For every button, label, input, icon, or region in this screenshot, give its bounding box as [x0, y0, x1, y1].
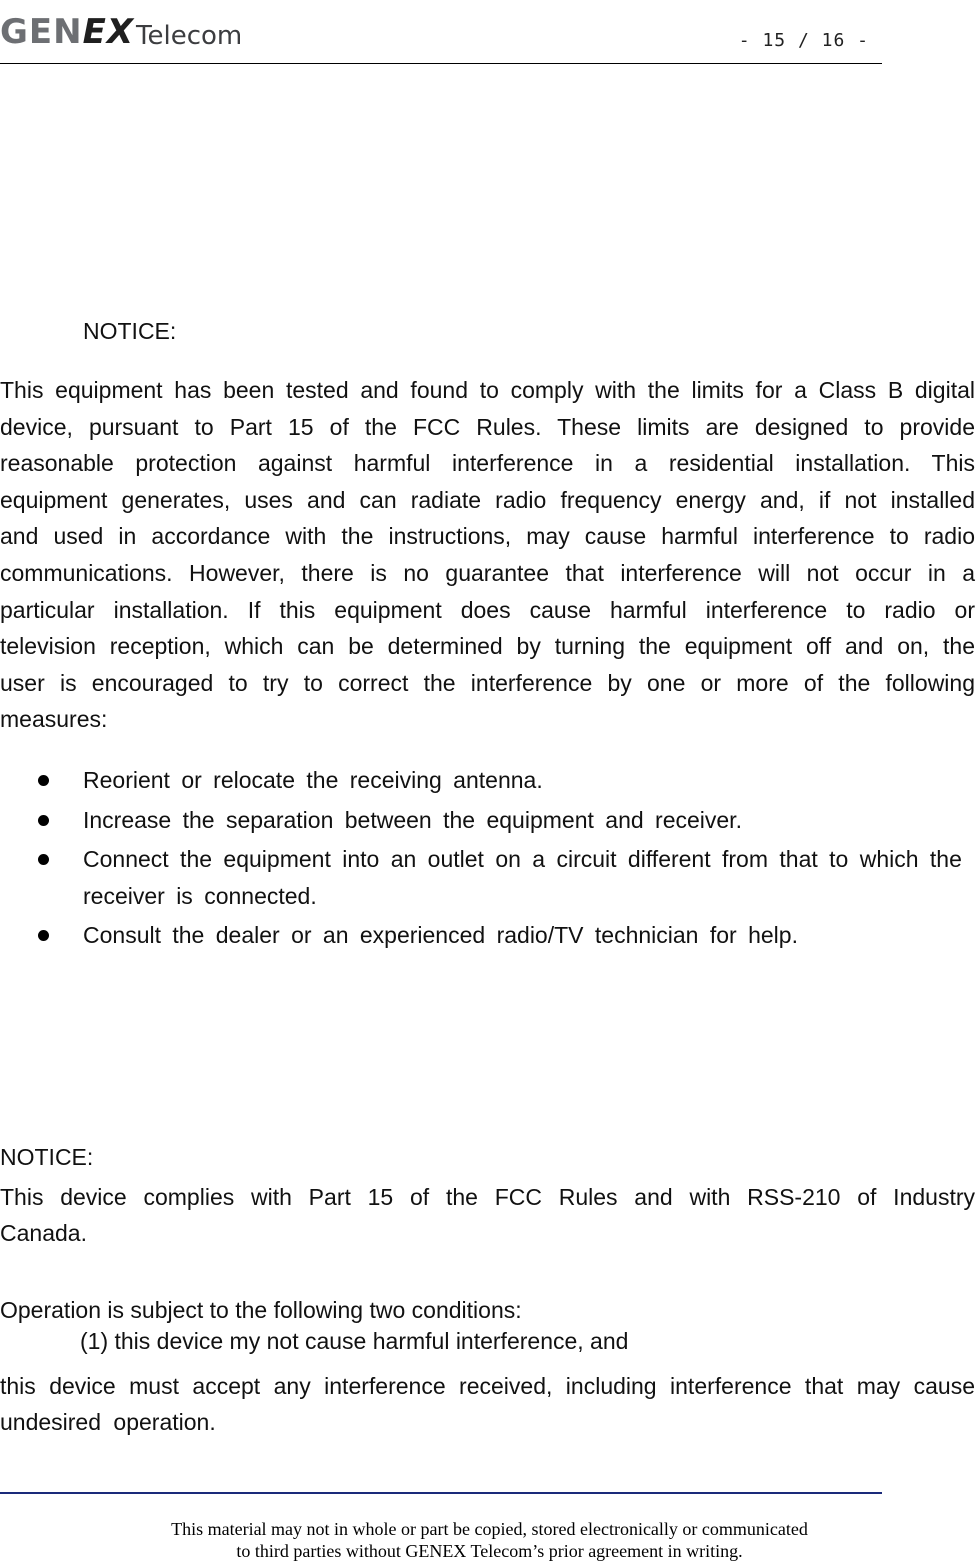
fcc-notice-paragraph: This equipment has been tested and found to comply with the limits for a Class B digital device, pursuant to Part 15 of the FCC Rules. These limits are designed to provide reasonable protection against harmful interference in a residential installation. This equipment generates, uses and can radiate radio frequency energy and, if not installed and used in accordance with the instructions, may cause harmful interference to radio communications. However, there is no guarantee that interference will not occur in a particular installation. If this equipment does cause harmful interference to radio or television reception, which can be determined by turning the equipment off and on, the user is encouraged to try to correct the interference by one or more of the following measures:	[0, 377, 975, 733]
logo-wordmark: Telecom	[136, 21, 243, 51]
header-divider	[0, 63, 882, 64]
footer-line-2: to third parties without GENEX Telecom’s prior agreement in writing.	[236, 1541, 743, 1561]
condition-2: this device must accept any interference received, including interference that may cause undesired operation.	[0, 1373, 975, 1435]
bullet-icon	[38, 930, 49, 941]
measure-text: Connect the equipment into an outlet on a circuit different from that to which the receiver is connected.	[83, 846, 962, 909]
list-item	[38, 762, 975, 799]
condition-1: (1) this device my not cause harmful interference, and	[80, 1328, 629, 1354]
bullet-icon	[38, 815, 49, 826]
measure-text: Reorient or relocate the receiving antenna.	[83, 767, 543, 793]
footer-disclaimer	[0, 1518, 979, 1562]
list-item	[38, 917, 975, 954]
bullet-icon	[38, 854, 49, 865]
measure-text: Increase the separation between the equipment and receiver.	[83, 806, 742, 833]
ic-notice-paragraph: This device complies with Part 15 of the FCC Rules and with RSS-210 of Industry Canada.	[0, 1184, 975, 1246]
list-item	[38, 802, 975, 839]
list-item	[38, 841, 975, 914]
logo-mark-left: GEN	[0, 12, 83, 52]
conditions-intro: Operation is subject to the following two conditions:	[0, 1297, 522, 1323]
bullet-icon	[38, 775, 49, 786]
measures-list	[38, 762, 975, 957]
page-number: - 15 / 16 -	[738, 30, 869, 51]
logo-mark-x: EX	[82, 12, 135, 52]
measure-text: Consult the dealer or an experienced radio/TV technician for help.	[83, 922, 798, 949]
footer-line-1: This material may not in whole or part be copied, stored electronically or communicated	[171, 1519, 808, 1539]
logo-mark	[0, 12, 135, 52]
company-logo	[0, 10, 242, 54]
footer-divider	[0, 1492, 882, 1494]
ic-notice-heading: NOTICE:	[0, 1144, 94, 1170]
fcc-notice-heading: NOTICE:	[83, 318, 177, 344]
